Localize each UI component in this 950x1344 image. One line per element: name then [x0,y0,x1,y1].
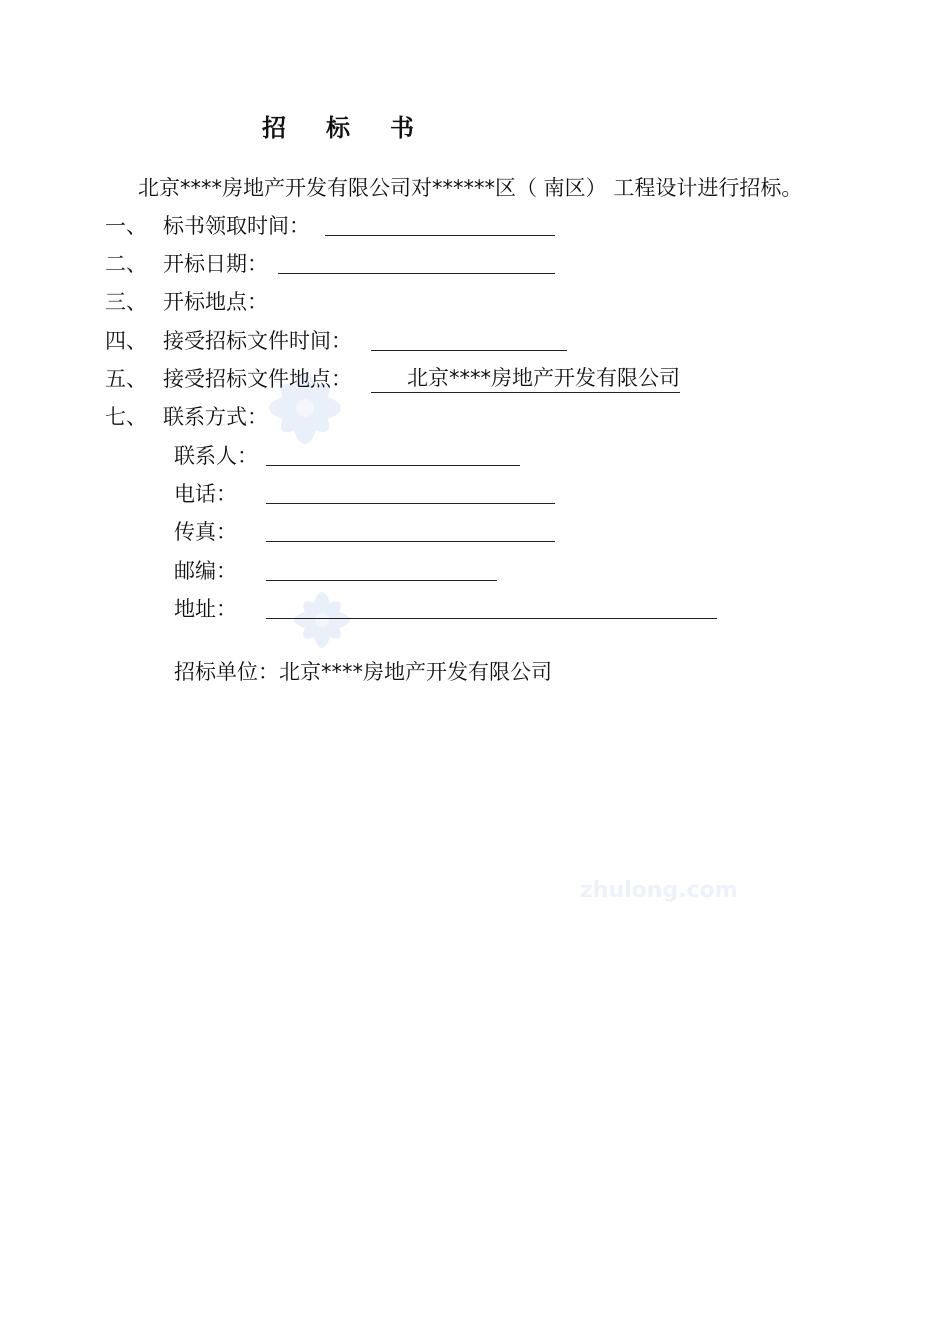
fill-blank [266,519,555,542]
issuer-line: 招标单位：北京****房地产开发有限公司 [174,660,552,684]
item-label: 接受招标文件时间： [163,329,352,353]
item-label: 标书领取时间： [163,214,310,238]
contact-person-label: 联系人： [174,444,258,468]
item-number: 四、 [105,329,147,353]
fill-blank [266,443,520,466]
contact-row [174,479,734,509]
contact-row [174,594,734,624]
document-title [262,108,414,143]
item-number: 七、 [105,405,147,429]
title-char: 书 [390,114,414,142]
watermark-text: zhulong.com [580,878,738,903]
fill-blank [371,328,567,351]
item-value-text: 北京****房地产开发有限公司 [407,366,680,390]
fill-blank [266,558,497,581]
address-label: 地址： [174,597,237,621]
phone-label: 电话： [174,482,237,506]
item-label: 开标地点： [163,290,268,314]
item-number: 五、 [105,367,147,391]
item-value [371,364,680,393]
item-row [105,326,585,356]
item-number: 三、 [105,290,147,314]
contact-row [174,556,734,586]
fill-blank [266,481,555,504]
item-row [105,249,585,279]
item-row [105,364,725,394]
item-label: 开标日期： [163,252,268,276]
intro-paragraph: 北京****房地产开发有限公司对******区（ 南区） 工程设计进行招标。 [138,176,803,200]
title-char: 招 [262,114,286,142]
fax-label: 传真： [174,520,237,544]
contact-row [174,517,734,547]
item-row [105,211,585,241]
item-label: 联系方式： [163,405,268,429]
fill-blank [278,251,555,274]
item-label: 接受招标文件地点： [163,367,352,391]
item-row [105,287,585,317]
fill-blank [325,213,555,236]
item-row [105,402,585,432]
contact-row [174,441,734,471]
title-char: 标 [326,114,350,142]
item-number: 一、 [105,214,147,238]
item-number: 二、 [105,252,147,276]
postcode-label: 邮编： [174,559,237,583]
fill-blank [266,596,717,619]
